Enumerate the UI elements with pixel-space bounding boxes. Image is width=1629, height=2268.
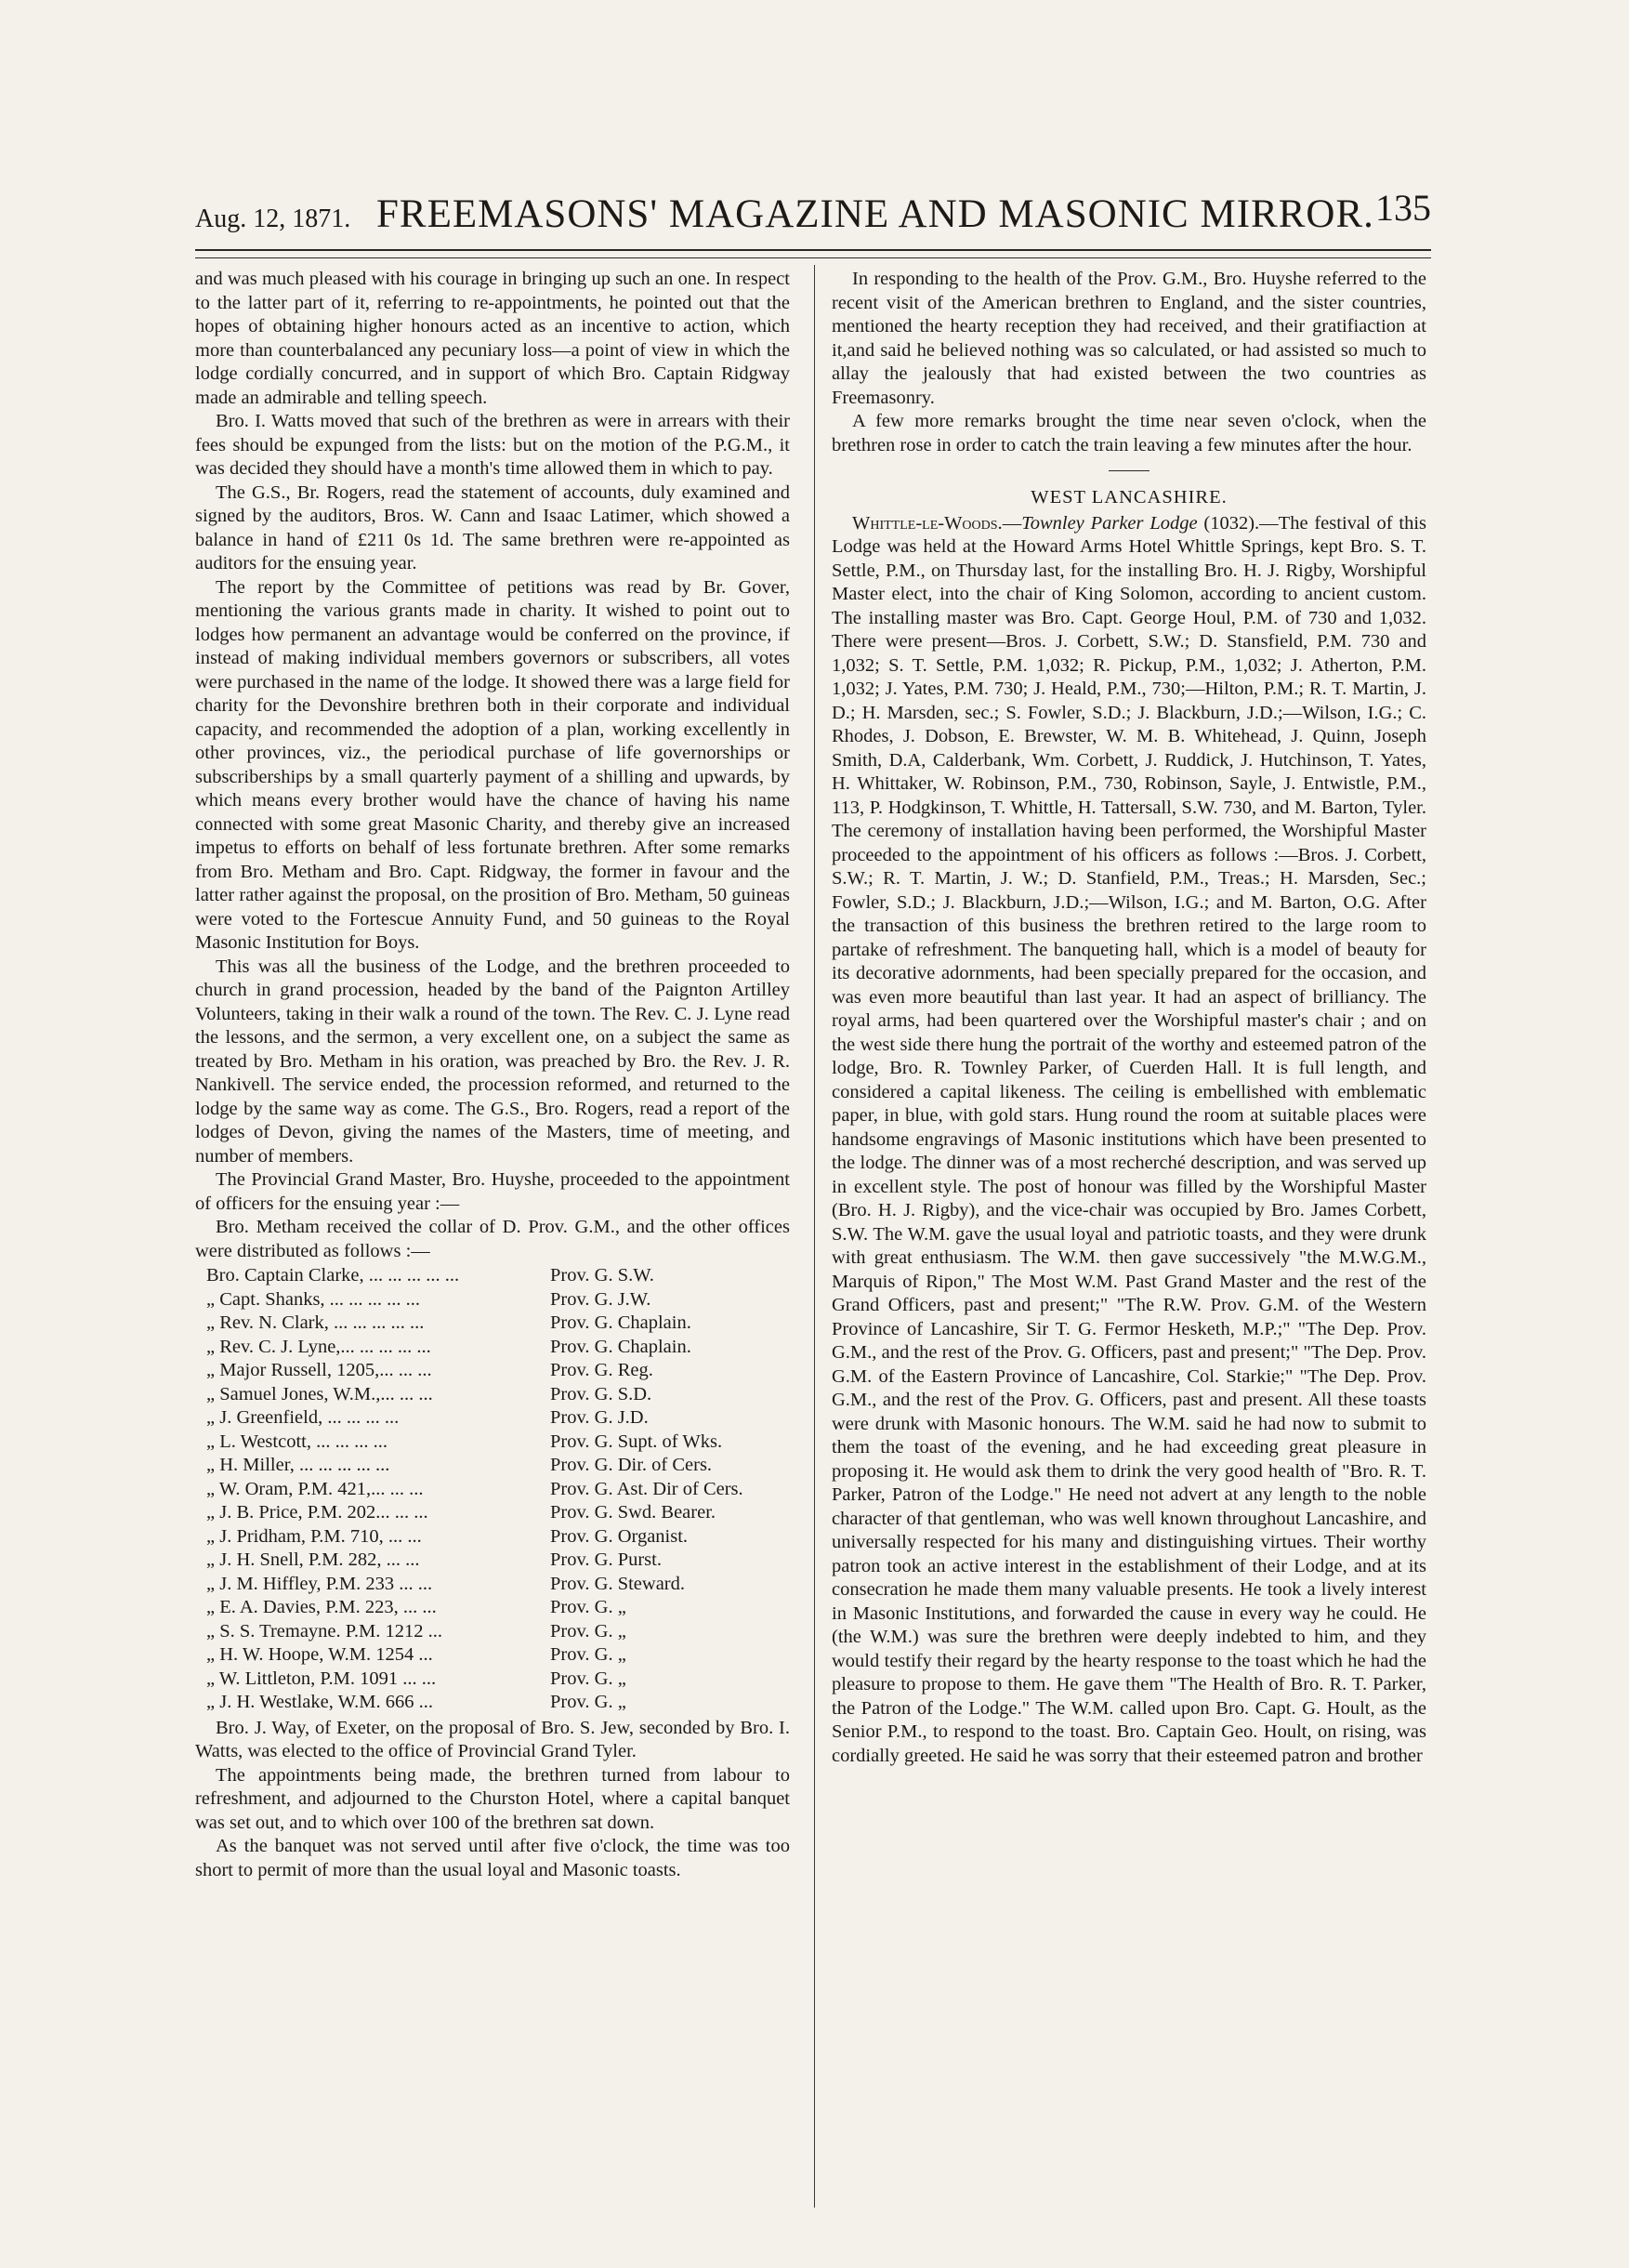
officer-office: Prov. G. „	[550, 1668, 626, 1689]
officer-name: „ H. W. Hoope, W.M. 1254 ...	[206, 1644, 433, 1665]
officer-name: „ Samuel Jones, W.M.,... ... ...	[206, 1383, 433, 1404]
paragraph: This was all the business of the Lodge, and the brethren proceeded to church in grand procession, headed by the band of the Paignton Artilley Volunteers, taking in their walk a round of the town. The Rev. C. J. Lyne read the lessons, and the sermon, a very excellent one, on a subject the same as treated by Bro. Metham in his oration, was preached by Bro. the Rev. J. R. Nankivell. The service ended, the procession reformed, and returned to the lodge by the same way as come. The G.S., Bro. Rogers, read a report of the lodges of Devon, giving the names of the Masters, time of meeting, and number of members.	[195, 956, 790, 1167]
officer-office: Prov. G. „	[550, 1644, 626, 1665]
officer-name: „ J. H. Westlake, W.M. 666 ...	[206, 1692, 433, 1712]
paragraph: Bro. I. Watts moved that such of the brethren as were in arrears with their fees should be expunged from the lists: but on the motion of the P.G.M., it was decided they should have a month's time allowed them in which to pay.	[195, 411, 790, 479]
report-locality: Whittle-le-Woods.	[852, 512, 1003, 534]
officer-row	[195, 1668, 790, 1692]
paragraph: As the banquet was not served until after five o'clock, the time was too short to permit of more than the usual loyal and Masonic toasts.	[195, 1836, 790, 1880]
officer-office: Prov. G. „	[550, 1597, 626, 1617]
officer-office: Prov. G. Dir. of Cers.	[550, 1455, 713, 1475]
report-paragraph: Whittle-le-Woods.—Townley Parker Lodge (1032).—The festival of this Lodge was held at the Howard Arms Hotel Whittle Springs, kept Bro. S. T. Settle, P.M., on Thursday last, for the installing Bro. H. J. Rigby, Worshipful Master elect, into the chair of King Solomon, according to ancient custom. The installing master was Bro. Capt. George Houl, P.M. of 730 and 1,032. There were present—Bros. J. Corbett, S.W.; D. Stansfield, P.M. 730 and 1,032; S. T. Settle, P.M. 1,032; R. Pickup, P.M., 1,032; J. Atherton, P.M. 1,032; J. Yates, P.M. 730; J. Heald, P.M., 730;—Hilton, P.M.; R. T. Martin, J. D.; H. Marsden, sec.; S. Fowler, S.D.; J. Blackburn, J.D.;—Wilson, I.G.; C. Rhodes, J. Dobson, E. Brewster, W. M. B. Whitehead, J. Quinn, Joseph Smith, D.A, Calderbank, Wm. Corbett, J. Ruddick, J. Hutchinson, T. Yates, H. Whittaker, W. Robinson, P.M., 730, Robinson, Sayle, J. Entwistle, P.M., 113, P. Hodgkinson, T. Whittle, H. Tattersall, S.W. 730, and M. Barton, Tyler. The ceremony of installation having been performed, the Worshipful Master proceeded to the appointment of his officers as follows :—Bros. J. Corbett, S.W.; R. T. Martin, J. W.; D. Stanfield, P.M., Treas.; H. Marsden, Sec.; Fowler, S.D.; J. Blackburn, J.D.;—Wilson, I.G.; and M. Barton, O.G. After the transaction of this business the brethren retired to the large room to partake of refreshment. The banqueting hall, which is a model of beauty for its decorative adornments, had been specially prepared for the occasion, and was even more beautiful than last year. It had an aspect of brilliancy. The royal arms, had been quartered over the Worshipful master's chair ; and on the west side there hung the portrait of the worthy and esteemed patron of the lodge, Bro. R. Townley Parker, of Cuerden Hall. It is full length, and considered a capital likeness. The ceiling is embellished with emblematic paper, in blue, with gold stars. Hung round the room at suitable places were handsome engravings of Masonic institutions which have been presented to the lodge. The dinner was of a most recherché description, and was served up in excellent style. The post of honour was filled by the Worshipful Master (Bro. H. J. Rigby), and the vice-chair was occupied by Bro. James Corbett, S.W. The W.M. gave the usual loyal and patriotic toasts, and they were drunk with great enthusiasm. The W.M. then gave successively "the M.W.G.M., Marquis of Ripon," The Most W.M. Past Grand Master and the rest of the Grand Officers, past and present;" "The R.W. Prov. G.M. of the Western Province of Lancashire, Sir T. G. Fermor Hesketh, M.P.;" "The Dep. Prov. G.M., and the rest of the Prov. G. Officers, past and present;" "The Dep. Prov. G.M. of the Eastern Province of Lancashire, Col. Starkie;" "The Dep. Prov. G.M., and the rest of the Prov. G. Officers, past and present. All these toasts were drunk with Masonic honours. The W.M. said he had now to submit to them the toast of the evening, and he had exceeding great pleasure in proposing it. He would ask them to drink the very good health of "Bro. R. T. Parker, Patron of the Lodge." He need not advert at any length to the noble character of that gentleman, who was well known throughout Lancashire, and universally respected for his many and distinguishing virtues. Their worthy patron took an active interest in the establishment of their Lodge, and at its consecration he made them many valuable presents. He took a lively interest in Masonic Institutions, and forwarded the cause in every way he could. He (the W.M.) was sure the brethren were deeply indebted to him, and they would testify their regard by the hearty response to the toast which he had the pleasure to propose to them. He gave them "The Health of Bro. R. T. Parker, the Patron of the Lodge." The W.M. called upon Bro. Capt. G. Hoult, as the Senior P.M., to respond to the toast. Bro. Captain Geo. Hoult, on rising, was cordially greeted. He said he was sorry that their esteemed patron and brother	[832, 512, 1427, 1766]
officers-list	[195, 1264, 790, 1715]
officer-row	[195, 1478, 790, 1502]
officer-name: „ J. B. Price, P.M. 202... ... ...	[206, 1502, 428, 1523]
issue-date: Aug. 12, 1871.	[195, 204, 351, 233]
officer-office: Prov. G. Chaplain.	[550, 1312, 691, 1333]
officer-name: „ S. S. Tremayne. P.M. 1212 ...	[206, 1620, 443, 1642]
paragraph: The G.S., Br. Rogers, read the statement of accounts, duly examined and signed by the auditors, Bros. W. Cann and Isaac Latimer, which showed a balance in hand of £211 0s 1d. The same brethren were re-appointed as auditors for the ensuing year.	[195, 481, 790, 574]
officer-row	[195, 1359, 790, 1383]
officer-office: Prov. G. J.W.	[550, 1288, 651, 1310]
officer-office: Prov. G. „	[550, 1692, 626, 1712]
paragraph: Bro. Metham received the collar of D. Prov. G.M., and the other offices were distributed as follows :—	[195, 1217, 790, 1261]
officer-office: Prov. G. „	[550, 1620, 626, 1642]
paragraph: and was much pleased with his courage in bringing up such an one. In respect to the latter part of it, referring to re-appointments, he pointed out that the hopes of obtaining higher honours acted as an incentive to action, which more than counterbalanced any pecuniary loss—a point of view in which the lodge cordially concurred, and in support of which Bro. Captain Ridgway made an admirable and telling speech.	[195, 269, 790, 408]
officer-row	[195, 1336, 790, 1360]
paragraph: The Provincial Grand Master, Bro. Huyshe, proceeded to the appointment of officers for the ensuing year :—	[195, 1169, 790, 1214]
officer-row	[195, 1312, 790, 1336]
report-text: (1032).—The festival of this Lodge was held at the Howard Arms Hotel Whittle Springs, kept Bro. S. T. Settle, P.M., on Thursday last, for the installing Bro. H. J. Rigby, Worshipful Master elect, into the chair of King Solomon, according to ancient custom. The installing master was Bro. Capt. George Houl, P.M. of 730 and 1,032. There were present—Bros. J. Corbett, S.W.; D. Stansfield, P.M. 730 and 1,032; S. T. Settle, P.M. 1,032; R. Pickup, P.M., 1,032; J. Atherton, P.M. 1,032; J. Yates, P.M. 730; J. Heald, P.M., 730;—Hilton, P.M.; R. T. Martin, J. D.; H. Marsden, sec.; S. Fowler, S.D.; J. Blackburn, J.D.;—Wilson, I.G.; C. Rhodes, J. Dobson, E. Brewster, W. M. B. Whitehead, J. Quinn, Joseph Smith, D.A, Calderbank, Wm. Corbett, J. Ruddick, J. Hutchinson, T. Yates, H. Whittaker, W. Robinson, P.M., 730, Robinson, Sayle, J. Entwistle, P.M., 113, P. Hodgkinson, T. Whittle, H. Tattersall, S.W. 730, and M. Barton, Tyler. The ceremony of installation having been performed, the Worshipful Master proceeded to the appointment of his officers as follows :—Bros. J. Corbett, S.W.; R. T. Martin, J. W.; D. Stanfield, P.M., Treas.; H. Marsden, Sec.; Fowler, S.D.; J. Blackburn, J.D.;—Wilson, I.G.; and M. Barton, O.G. After the transaction of this business the brethren retired to the large room to partake of refreshment. The banqueting hall, which is a model of beauty for its decorative adornments, had been specially prepared for the occasion, and was even more beautiful than last year. It had an aspect of brilliancy. The royal arms, had been quartered over the Worshipful master's chair ; and on the west side there hung the portrait of the worthy and esteemed patron of the lodge, Bro. R. Townley Parker, of Cuerden Hall. It is full length, and considered a capital likeness. The ceiling is embellished with emblematic paper, in blue, with gold stars. Hung round the room at suitable places were handsome engravings of Masonic institutions which have been presented to the lodge. The dinner was of a most recherché description, and was served up in excellent style. The post of honour was filled by the Worshipful Master (Bro. H. J. Rigby), and the vice-chair was occupied by Bro. James Corbett, S.W. The W.M. gave the usual loyal and patriotic toasts, and they were drunk with great enthusiasm. The W.M. then gave successively "the M.W.G.M., Marquis of Ripon," The Most W.M. Past Grand Master and the rest of the Grand Officers, past and present;" "The R.W. Prov. G.M. of the Western Province of Lancashire, Sir T. G. Fermor Hesketh, M.P.;" "The Dep. Prov. G.M., and the rest of the Prov. G. Officers, past and present;" "The Dep. Prov. G.M. of the Eastern Province of Lancashire, Col. Starkie;" "The Dep. Prov. G.M., and the rest of the Prov. G. Officers, past and present. All these toasts were drunk with Masonic honours. The W.M. said he had now to submit to them the toast of the evening, and he had exceeding great pleasure in proposing it. He would ask them to drink the very good health of "Bro. R. T. Parker, Patron of the Lodge." He need not advert at any length to the noble character of that gentleman, who was well known throughout Lancashire, and universally respected for his many and distinguishing virtues. Their worthy patron took an active interest in the establishment of their Lodge, and at its consecration he made them many valuable presents. He took a lively interest in Masonic Institutions, and forwarded the cause in every way he could. He (the W.M.) was sure the brethren were deeply indebted to him, and they would testify their regard by the hearty response to the toast which he had the pleasure to propose to them. He gave them "The Health of Bro. R. T. Parker, the Patron of the Lodge." The W.M. called upon Bro. Capt. G. Hoult, as the Senior P.M., to respond to the toast. Bro. Captain Geo. Hoult, on rising, was cordially greeted. He said he was sorry that their esteemed patron and brother	[832, 512, 1427, 1766]
officer-office: Prov. G. S.W.	[550, 1265, 654, 1286]
paragraph: In responding to the health of the Prov. G.M., Bro. Huyshe referred to the recent visit of the American brethren to England, and the sister countries, mentioned the hearty reception they had received, and their gratifiaction at it,and said he believed nothing was so calculated, or had assisted so much to allay the jealously that had existed between the two countries as Freemasonry.	[832, 269, 1426, 408]
header-rule-bottom	[195, 257, 1431, 258]
paragraph: A few more remarks brought the time near seven o'clock, when the brethren rose in order to catch the train leaving a few minutes after the hour.	[832, 411, 1426, 455]
paragraph: Bro. J. Way, of Exeter, on the proposal of Bro. S. Jew, seconded by Bro. I. Watts, was elected to the office of Provincial Grand Tyler.	[195, 1717, 790, 1761]
officer-office: Prov. G. Reg.	[550, 1360, 653, 1380]
officer-row	[195, 1288, 790, 1312]
officer-row	[195, 1549, 790, 1573]
officer-row	[195, 1406, 790, 1431]
officer-row	[195, 1454, 790, 1478]
section-separator	[1109, 470, 1149, 471]
officer-name: „ J. M. Hiffley, P.M. 233 ... ...	[206, 1573, 433, 1594]
officer-office: Prov. G. Purst.	[550, 1549, 662, 1570]
header-rule-top	[195, 249, 1431, 251]
officer-row	[195, 1383, 790, 1407]
left-column	[195, 268, 790, 1882]
officer-row	[195, 1691, 790, 1715]
officer-name: „ H. Miller, ... ... ... ... ...	[206, 1455, 390, 1475]
officer-name: „ J. H. Snell, P.M. 282, ... ...	[206, 1549, 420, 1570]
officer-office: Prov. G. S.D.	[550, 1383, 652, 1404]
officer-name: „ L. Westcott, ... ... ... ...	[206, 1431, 388, 1452]
officer-name: „ W. Littleton, P.M. 1091 ... ...	[206, 1668, 437, 1689]
officer-name: „ Major Russell, 1205,... ... ...	[206, 1360, 432, 1380]
officer-office: Prov. G. Steward.	[550, 1573, 686, 1594]
officer-office: Prov. G. Supt. of Wks.	[550, 1431, 723, 1452]
lodge-name: Townley Parker Lodge	[1021, 512, 1198, 534]
right-column	[832, 268, 1426, 1768]
officer-name: „ J. Greenfield, ... ... ... ...	[206, 1407, 400, 1428]
officer-name: „ J. Pridham, P.M. 710, ... ...	[206, 1525, 422, 1547]
officer-name: „ Rev. N. Clark, ... ... ... ... ...	[206, 1312, 425, 1333]
paragraph: The appointments being made, the brethren turned from labour to refreshment, and adjourned to the Churston Hotel, where a capital banquet was set out, and to which over 100 of the brethren sat down.	[195, 1764, 790, 1833]
officer-row	[195, 1525, 790, 1549]
publication-title: FREEMASONS' MAGAZINE AND MASONIC MIRROR.	[376, 192, 1374, 236]
officer-row	[195, 1501, 790, 1525]
officer-row	[195, 1620, 790, 1644]
officer-office: Prov. G. Swd. Bearer.	[550, 1502, 716, 1523]
officer-row	[195, 1573, 790, 1597]
officer-office: Prov. G. Organist.	[550, 1525, 689, 1547]
officer-name: „ E. A. Davies, P.M. 223, ... ...	[206, 1597, 437, 1617]
column-divider	[814, 265, 815, 2208]
officer-row	[195, 1264, 790, 1288]
officer-row	[195, 1431, 790, 1455]
section-heading: WEST LANCASHIRE.	[1031, 487, 1228, 508]
page-header	[195, 182, 1431, 238]
officer-name: Bro. Captain Clarke, ... ... ... ... ...	[206, 1265, 460, 1286]
officer-name: „ Rev. C. J. Lyne,... ... ... ... ...	[206, 1336, 431, 1357]
paragraph: The report by the Committee of petitions was read by Br. Gover, mentioning the various grants made in charity. It wished to point out to lodges how permanent an advantage would be conferred on the province, if instead of making individual members governors or subscribers, all votes were purchased in the name of the lodge. It showed there was a large field for charity for the Devonshire brethren both in their corporate and individual capacity, and recommended the adoption of a plan, working excellently in other provinces, viz., the periodical purchase of life governorships or subscriberships by a small quarterly payment of a shilling and upwards, by which means every brother would have the chance of having his name connected with some great Masonic Charity, and thereby give an increased impetus to efforts on behalf of less fortunate brethren. After some remarks from Bro. Metham and Bro. Capt. Ridgway, the former in favour and the latter rather against the proposal, on the prosition of Bro. Metham, 50 guineas were voted to the Fortescue Annuity Fund, and 50 guineas to the Royal Masonic Institution for Boys.	[195, 576, 790, 953]
officer-row	[195, 1596, 790, 1620]
page-number: 135	[1375, 187, 1431, 229]
officer-row	[195, 1643, 790, 1668]
officer-office: Prov. G. Ast. Dir of Cers.	[550, 1478, 743, 1499]
officer-name: „ Capt. Shanks, ... ... ... ... ...	[206, 1288, 421, 1310]
officer-office: Prov. G. Chaplain.	[550, 1336, 691, 1357]
officer-name: „ W. Oram, P.M. 421,... ... ...	[206, 1478, 424, 1499]
officer-office: Prov. G. J.D.	[550, 1407, 649, 1428]
